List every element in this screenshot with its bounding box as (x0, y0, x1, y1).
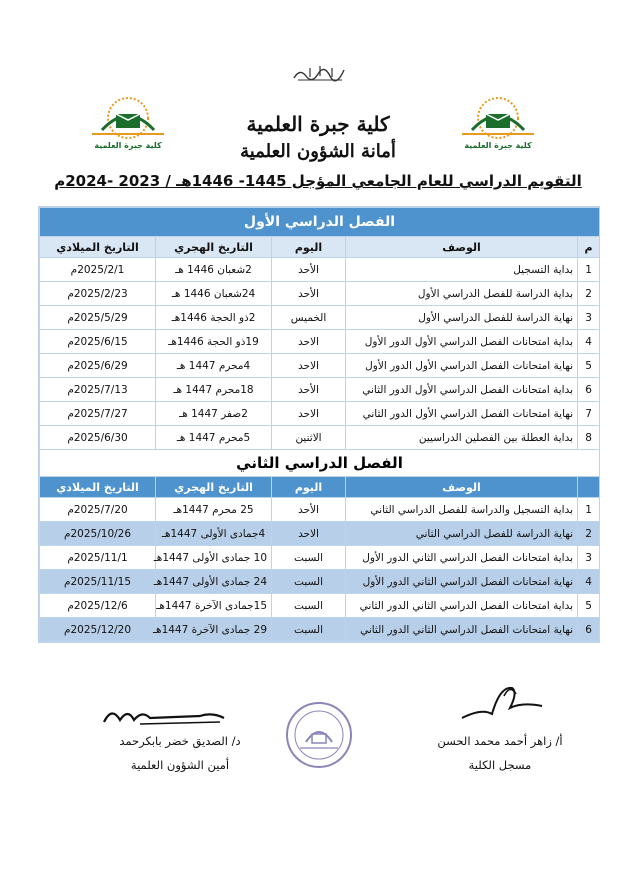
signature-right-title: مسجل الكلية (468, 758, 532, 772)
department-name: أمانة الشؤون العلمية (240, 141, 396, 162)
row-greg: 2025/6/30م (40, 426, 156, 450)
college-stamp (284, 700, 354, 770)
row-desc: بداية امتحانات الفصل الدراسي الثاني الدور الثاني (346, 594, 578, 618)
signature-left-name: د/ الصديق خضر بابكرحمد (119, 734, 241, 748)
college-name: كلية جبرة العلمية (246, 112, 390, 136)
row-num: 1 (578, 498, 600, 522)
row-greg: 2025/7/13م (40, 378, 156, 402)
row-hijri: 2شعبان 1446 هـ (156, 258, 272, 282)
table-row (40, 306, 600, 330)
signature-right-name: أ/ زاهر أحمد محمد الحسن (437, 734, 563, 748)
row-desc: بداية امتحانات الفصل الدراسي الأول الدور الأول (346, 330, 578, 354)
row-num: 7 (578, 402, 600, 426)
row-hijri: 2صفر 1447 هـ (156, 402, 272, 426)
row-desc: نهاية امتحانات الفصل الدراسي الأول الدور الأول (346, 354, 578, 378)
row-num: 3 (578, 306, 600, 330)
row-desc: بداية التسجيل والدراسة للفصل الدراسي الثاني (346, 498, 578, 522)
col-hijri: التاريخ الهجري (156, 477, 272, 498)
semester1-title-row (40, 208, 600, 237)
row-greg: 2025/7/20م (40, 498, 156, 522)
col-greg: التاريخ الميلادي (40, 237, 156, 258)
col-num: م (578, 237, 600, 258)
row-hijri: 4محرم 1447 هـ (156, 354, 272, 378)
row-hijri: 4جمادى الأولى 1447هـ (156, 522, 272, 546)
table-row (40, 402, 600, 426)
row-desc: نهاية الدراسة للفصل الدراسي الثاني (346, 522, 578, 546)
signature-left-title: أمين الشؤون العلمية (130, 758, 230, 772)
row-day: الأحد (272, 378, 346, 402)
row-greg: 2025/2/1م (40, 258, 156, 282)
row-num: 8 (578, 426, 600, 450)
row-day: السبت (272, 594, 346, 618)
col-hijri: التاريخ الهجري (156, 237, 272, 258)
table-row (40, 426, 600, 450)
academic-calendar-table (38, 206, 600, 643)
semester1-title: الفصل الدراسي الأول (40, 208, 600, 237)
row-num: 4 (578, 330, 600, 354)
row-desc: نهاية امتحانات الفصل الدراسي الثاني الدور الأول (346, 570, 578, 594)
table-row (40, 354, 600, 378)
row-greg: 2025/2/23م (40, 282, 156, 306)
row-greg: 2025/11/1م (40, 546, 156, 570)
row-greg: 2025/5/29م (40, 306, 156, 330)
row-desc: بداية التسجيل (346, 258, 578, 282)
row-day: السبت (272, 618, 346, 642)
row-hijri: 15جمادى الآخرة 1447هـ (156, 594, 272, 618)
table-row (40, 546, 600, 570)
col-desc: الوصف (346, 477, 578, 498)
semester2-title: الفصل الدراسي الثاني (40, 450, 600, 477)
row-hijri: 24 جمادى الأولى 1447هـ (156, 570, 272, 594)
table-row (40, 282, 600, 306)
table-row (40, 522, 600, 546)
row-desc: نهاية امتحانات الفصل الدراسي الثاني الدور الثاني (346, 618, 578, 642)
table-row (40, 570, 600, 594)
college-logo-left (82, 92, 174, 152)
row-num: 6 (578, 378, 600, 402)
row-num: 4 (578, 570, 600, 594)
college-logo-right (452, 92, 544, 152)
col-day: اليوم (272, 237, 346, 258)
row-desc: نهاية الدراسة للفصل الدراسي الأول (346, 306, 578, 330)
row-hijri: 18محرم 1447 هـ (156, 378, 272, 402)
row-day: السبت (272, 570, 346, 594)
row-hijri: 5محرم 1447 هـ (156, 426, 272, 450)
row-day: الخميس (272, 306, 346, 330)
row-greg: 2025/10/26م (40, 522, 156, 546)
row-hijri: 25 محرم 1447هـ (156, 498, 272, 522)
semester1-column-headers (40, 237, 600, 258)
row-greg: 2025/12/6م (40, 594, 156, 618)
row-num: 2 (578, 282, 600, 306)
row-desc: نهاية امتحانات الفصل الدراسي الأول الدور الثاني (346, 402, 578, 426)
logo-caption: كلية جبرة العلمية (464, 141, 532, 150)
row-hijri: 10 جمادى الأولى 1447هـ (156, 546, 272, 570)
col-day: اليوم (272, 477, 346, 498)
calendar-title: التقويم الدراسي للعام الجامعي المؤجل 1445- 1446هـ / 2023 -2024م (54, 172, 582, 190)
row-day: السبت (272, 546, 346, 570)
signature-scribble-right (452, 678, 552, 723)
row-greg: 2025/11/15م (40, 570, 156, 594)
row-desc: بداية العطلة بين الفصلين الدراسيين (346, 426, 578, 450)
row-day: الاحد (272, 522, 346, 546)
row-hijri: 2ذو الحجة 1446هـ (156, 306, 272, 330)
row-num: 5 (578, 354, 600, 378)
logo-caption: كلية جبرة العلمية (94, 141, 162, 150)
row-greg: 2025/7/27م (40, 402, 156, 426)
row-num: 1 (578, 258, 600, 282)
row-day: الأحد (272, 258, 346, 282)
row-day: الاثنين (272, 426, 346, 450)
row-greg: 2025/12/20م (40, 618, 156, 642)
row-greg: 2025/6/15م (40, 330, 156, 354)
row-desc: بداية امتحانات الفصل الدراسي الأول الدور الثاني (346, 378, 578, 402)
row-greg: 2025/6/29م (40, 354, 156, 378)
bismillah-calligraphy (290, 62, 350, 84)
row-day: الاحد (272, 402, 346, 426)
row-day: الاحد (272, 354, 346, 378)
signature-scribble-left (100, 700, 230, 730)
row-desc: بداية الدراسة للفصل الدراسي الأول (346, 282, 578, 306)
table-row (40, 258, 600, 282)
table-row (40, 498, 600, 522)
row-hijri: 24شعبان 1446 هـ (156, 282, 272, 306)
col-greg: التاريخ الميلادي (40, 477, 156, 498)
table-row (40, 378, 600, 402)
row-hijri: 29 جمادى الآخرة 1447هـ (156, 618, 272, 642)
table-row (40, 330, 600, 354)
semester2-column-headers (40, 477, 600, 498)
col-num (578, 477, 600, 498)
row-num: 5 (578, 594, 600, 618)
semester2-title-row (40, 450, 600, 477)
row-day: الاحد (272, 330, 346, 354)
table-row (40, 594, 600, 618)
col-desc: الوصف (346, 237, 578, 258)
table-row (40, 618, 600, 642)
row-day: الأحد (272, 282, 346, 306)
row-num: 2 (578, 522, 600, 546)
row-num: 6 (578, 618, 600, 642)
row-num: 3 (578, 546, 600, 570)
row-desc: بداية امتحانات الفصل الدراسي الثاني الدور الأول (346, 546, 578, 570)
row-hijri: 19ذو الحجة 1446هـ (156, 330, 272, 354)
row-day: الأحد (272, 498, 346, 522)
